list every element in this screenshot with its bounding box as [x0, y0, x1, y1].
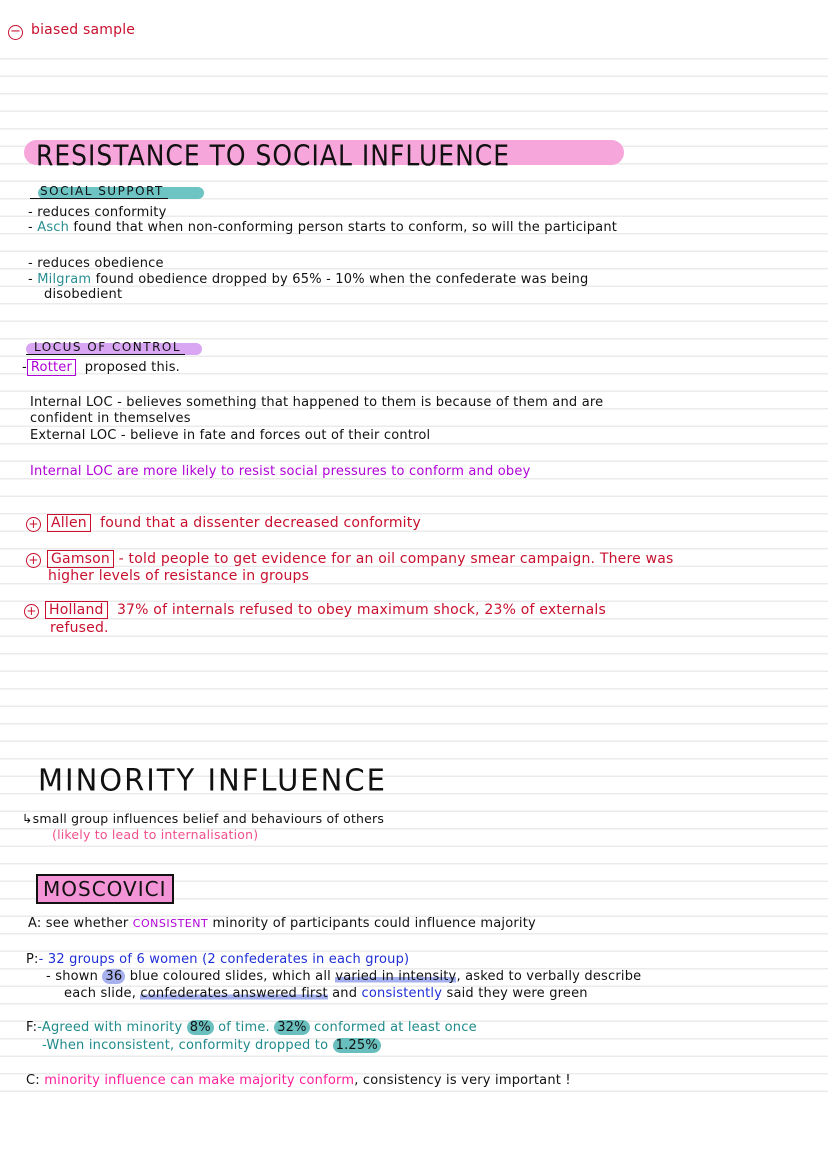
page-bottom-margin — [0, 1106, 828, 1171]
keyword-consistently: consistently — [361, 986, 443, 1001]
researcher-asch: Asch — [37, 220, 70, 235]
evaluation-gamson: + Gamson - told people to get evidence for an oil company smear campaign. There was — [26, 551, 674, 568]
plus-circle-icon: + — [24, 604, 39, 619]
researcher-milgram: Milgram — [37, 272, 92, 287]
researcher-allen: Allen — [47, 514, 91, 532]
internal-loc-definition: Internal LOC - believes something that happened to them is because of them and are — [30, 395, 604, 410]
study-aim: A: see whether CONSISTENT minority of participants could influence majority — [28, 916, 536, 931]
evaluation-allen: + Allen found that a dissenter decreased conformity — [26, 515, 421, 532]
findings-line-1: F:-Agreed with minority 8% of time. 32% conformed at least once — [26, 1020, 477, 1035]
locus-of-control-heading: LOCUS OF CONTROL — [26, 340, 185, 355]
conclusion-line: C: minority influence can make majority conform, consistency is very important ! — [26, 1073, 571, 1088]
bullet-milgram-continuation: disobedient — [44, 287, 123, 302]
procedure-line-3: each slide, confederates answered first and consistently said they were green — [64, 986, 588, 1001]
researcher-gamson: Gamson — [47, 550, 114, 568]
weakness-note — [8, 22, 135, 40]
evaluation-holland: + Holland 37% of internals refused to obey maximum shock, 23% of externals — [24, 602, 606, 619]
plus-circle-icon: + — [26, 517, 41, 532]
study-name-moscovici: MOSCOVICI — [36, 874, 174, 904]
conclusion-highlighted: minority influence can make majority conform — [44, 1073, 355, 1088]
locus-summary: Internal LOC are more likely to resist social pressures to conform and obey — [30, 464, 531, 479]
weakness-text: biased sample — [31, 22, 136, 38]
highlight-32-percent: 32% — [274, 1020, 310, 1035]
rotter-line: - Rotter proposed this. — [22, 360, 180, 375]
evaluation-holland-continuation: refused. — [50, 620, 109, 636]
minority-definition-note: (likely to lead to internalisation) — [52, 827, 259, 842]
page-title: RESISTANCE TO SOCIAL INFLUENCE — [36, 139, 511, 173]
findings-line-2: -When inconsistent, conformity dropped to 1.25% — [42, 1038, 381, 1054]
evaluation-gamson-continuation: higher levels of resistance in groups — [48, 568, 310, 584]
highlight-8-percent: 8% — [187, 1020, 214, 1035]
bullet-reduces-conformity: - reduces conformity — [28, 205, 167, 220]
highlight-36: 36 — [102, 969, 125, 984]
section-title-minority-influence: MINORITY INFLUENCE — [38, 762, 387, 798]
social-support-heading: SOCIAL SUPPORT — [30, 184, 168, 199]
researcher-rotter: Rotter — [27, 359, 76, 376]
bullet-milgram: - Milgram found obedience dropped by 65% - 10% when the confederate was being — [28, 272, 589, 287]
bullet-asch: - Asch found that when non-conforming person starts to conform, so will the participant — [28, 220, 618, 235]
procedure-line-2: - shown 36 blue coloured slides, which all varied in intensity, asked to verbally describe — [46, 969, 642, 984]
external-loc-definition: External LOC - believe in fate and forces out of their control — [30, 428, 431, 443]
procedure-line-1: P:- 32 groups of 6 women (2 confederates in each group) — [26, 952, 410, 967]
researcher-holland: Holland — [45, 601, 108, 619]
minority-definition: ↳small group influences belief and behaviours of others — [22, 811, 385, 826]
minus-circle-icon: − — [9, 24, 22, 39]
highlight-1-25-percent: 1.25% — [333, 1038, 381, 1053]
plus-circle-icon: + — [26, 553, 41, 568]
highlight-varied-intensity: varied in intensity — [335, 969, 457, 984]
highlight-confederates-first: confederates answered first — [140, 986, 328, 1001]
internal-loc-continuation: confident in themselves — [30, 411, 191, 426]
keyword-consistent: CONSISTENT — [132, 917, 209, 930]
bullet-reduces-obedience: - reduces obedience — [28, 256, 164, 271]
